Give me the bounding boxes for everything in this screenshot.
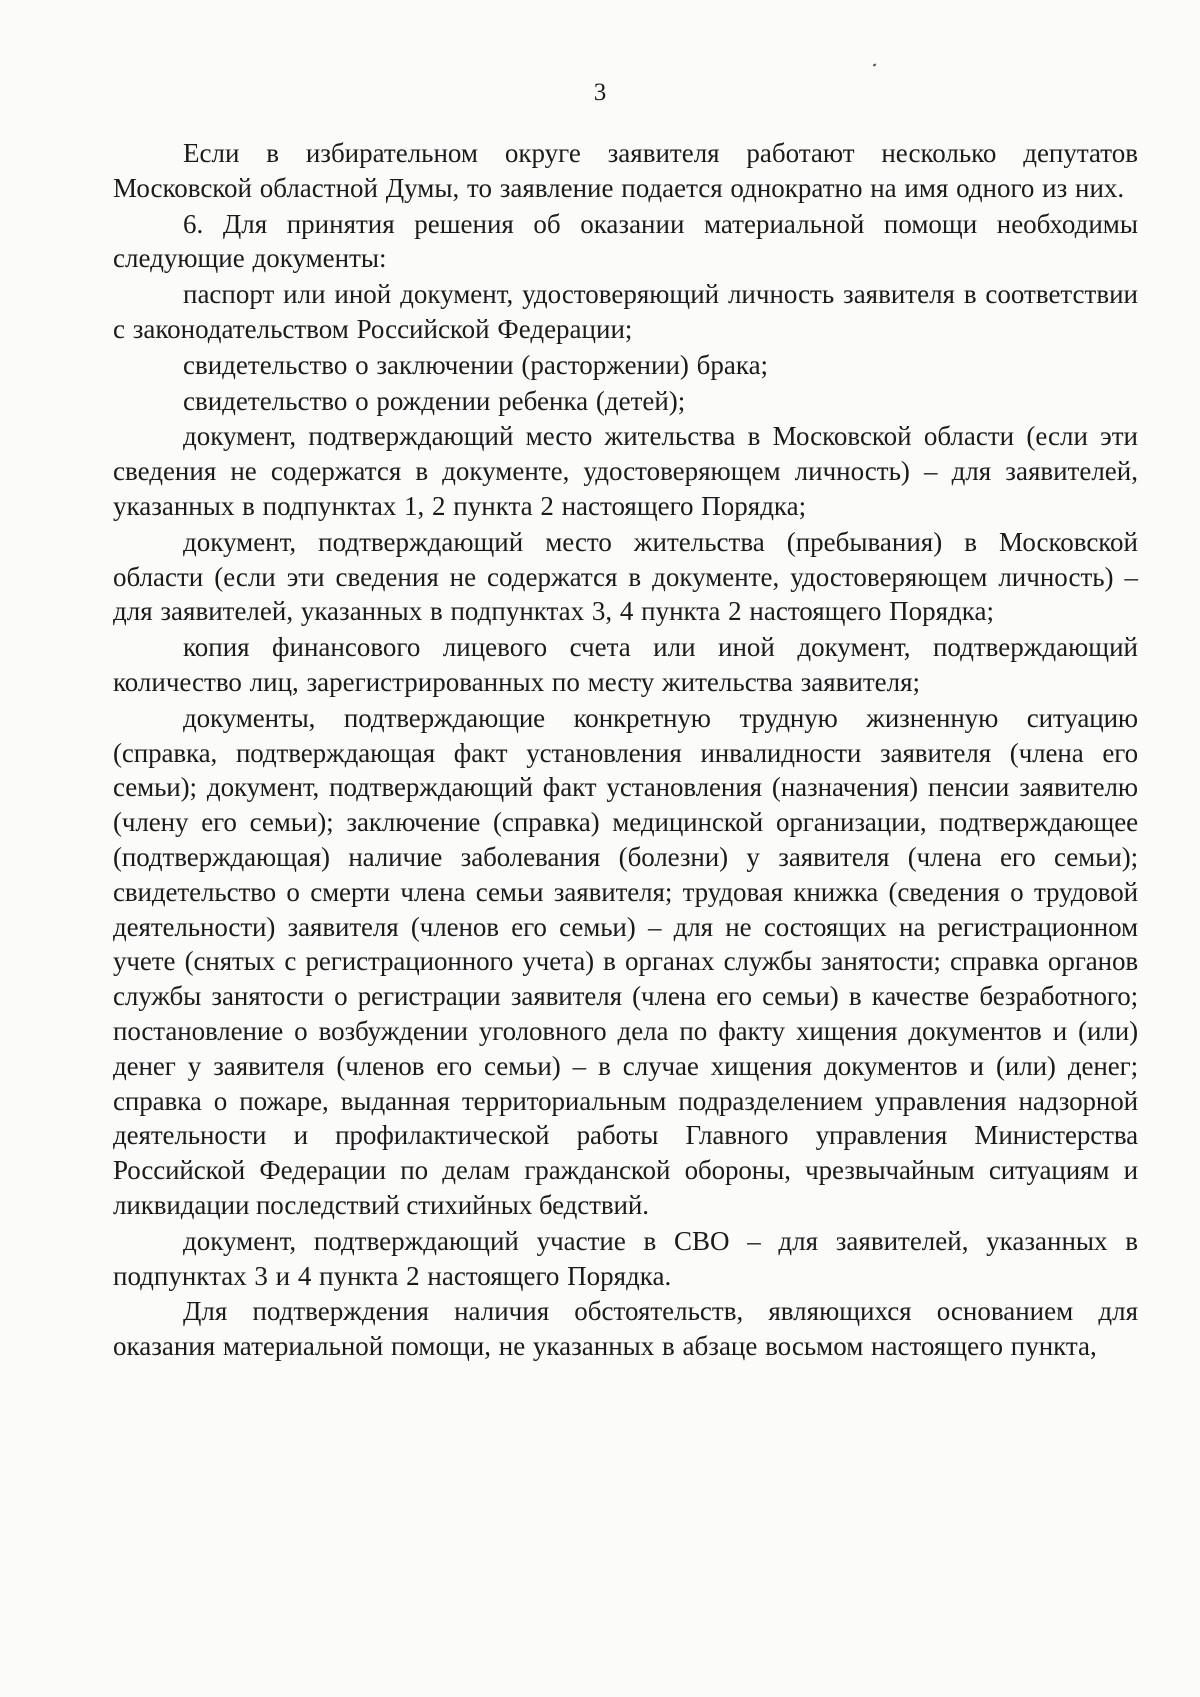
paragraph-other-circumstances: Для подтверждения наличия обстоятельств, являющихся основанием для оказания материальной помощи, не указанных в абзаце восьмом настоящего пункта,	[113, 1296, 1138, 1362]
document-body	[113, 136, 1138, 1365]
paragraph-item-6: 6. Для принятия решения об оказании материальной помощи необходимы следующие документы:	[113, 208, 1138, 274]
paragraph-residence-document: документ, подтверждающий место жительства в Московской области (если эти сведения не содержатся в документе, удостоверяющем личность) – для заявителей, указанных в подпунктах 1, 2 пункта 2 настоящего Порядка;	[113, 421, 1138, 521]
paragraph-passport: паспорт или иной документ, удостоверяющий личность заявителя в соответствии с законодательством Российской Федерации;	[113, 279, 1138, 344]
scan-speck	[873, 63, 877, 66]
paragraph-svo-document: документ, подтверждающий участие в СВО – для заявителей, указанных в подпунктах 3 и 4 пункта 2 настоящего Порядка.	[113, 1225, 1138, 1291]
paragraph-account-copy: копия финансового лицевого счета или иной документ, подтверждающий количество лиц, зарегистрированных по месту жительства заявителя;	[113, 632, 1138, 697]
paragraph-deputies: Если в избирательном округе заявителя работают несколько депутатов Московской областной Думы, то заявление подается однократно на имя одного из них.	[113, 138, 1138, 203]
paragraph-birth-certificate: свидетельство о рождении ребенка (детей);	[183, 385, 686, 416]
paragraph-residence-stay-document: документ, подтверждающий место жительства (пребывания) в Московской области (если эти сведения не содержатся в документе, удостоверяющем личность) – для заявителей, указанных в подпунктах 3, 4 пункта 2 настоящего Порядка;	[113, 526, 1138, 627]
page-number: 3	[593, 79, 607, 106]
paragraph-hardship-documents: документы, подтверждающие конкретную трудную жизненную ситуацию (справка, подтверждающая факт установления инвалидности заявителя (члена его семьи); документ, подтверждающий факт установления (назначения) пенсии заявителю (члену его семьи); заключение (справка) медицинской организации, подтверждающее (подтверждающая) наличие заболевания (болезни) у заявителя (члена его семьи); свидетельство о смерти члена семьи заявителя; трудовая книжка (сведения о трудовой деятельности) заявителя (членов его семьи) – для не состоящих на регистрационном учете (снятых с регистрационного учета) в органах службы занятости; справка органов службы занятости о регистрации заявителя (члена его семьи) в качестве безработного; постановление о возбуждении уголовного дела по факту хищения документов и (или) денег у заявителя (членов его семьи) – в случае хищения документов и (или) денег; справка о пожаре, выданная территориальным подразделением управления надзорной деятельности и профилактической работы Главного управления Министерства Российской Федерации по делам гражданской обороны, чрезвычайным ситуациям и ликвидации последствий стихийных бедствий.	[113, 702, 1138, 1220]
paragraph-marriage-certificate: свидетельство о заключении (расторжении) брака;	[183, 349, 769, 380]
